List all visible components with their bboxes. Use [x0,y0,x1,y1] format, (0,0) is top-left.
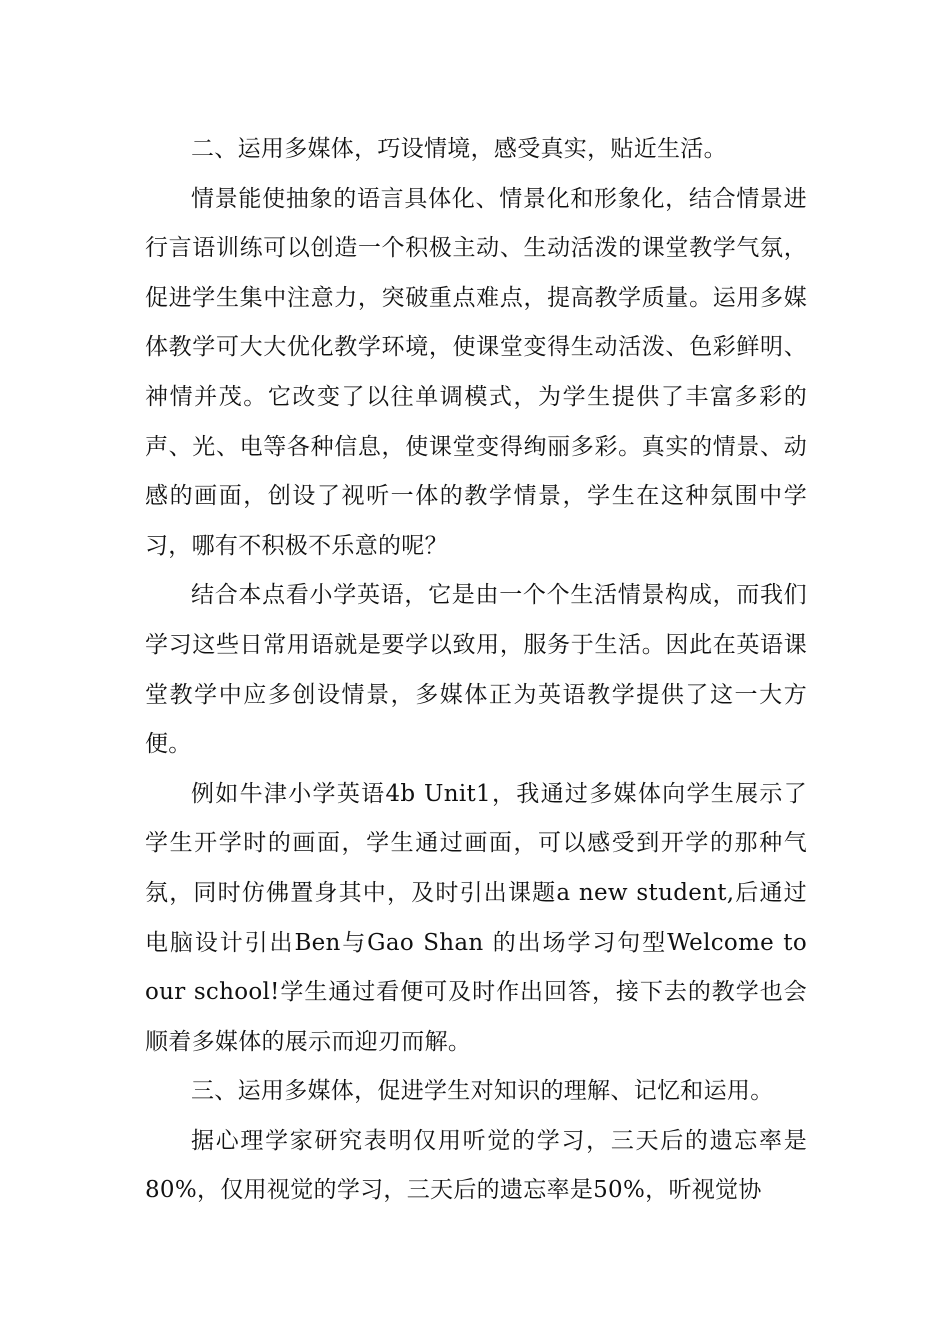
paragraph-english-situations: 结合本点看小学英语，它是由一个个生活情景构成，而我们学习这些日常用语就是要学以致用，服务于生活。因此在英语课堂教学中应多创设情景，多媒体正为英语教学提供了这一大方便。 [145,582,807,758]
section-heading-three: 三、运用多媒体，促进学生对知识的理解、记忆和运用。 [191,1078,774,1105]
section-heading-two: 二、运用多媒体，巧设情境，感受真实，贴近生活。 [191,136,727,162]
document-body [145,125,807,1216]
paragraph-forgetting-rate: 据心理学家研究表明仅用听觉的学习，三天后的遗忘率是80%，仅用视觉的学习，三天后的遗忘率是50%，听视觉协 [145,1127,807,1204]
paragraph-oxford-example: 例如牛津小学英语4b Unit1，我通过多媒体向学生展示了学生开学时的画面，学生通过画面，可以感受到开学的那种气氛，同时仿佛置身其中，及时引出课题a new student,后通过电脑设计引出Ben与Gao Shan 的出场学习句型Welcome to our school!学生通过看便可及时作出回答，接下去的教学也会顺着多媒体的展示而迎刃而解。 [145,780,807,1055]
paragraph-situation-benefits: 情景能使抽象的语言具体化、情景化和形象化，结合情景进行言语训练可以创造一个积极主动、生动活泼的课堂教学气氛，促进学生集中注意力，突破重点难点，提高教学质量。运用多媒体教学可大大优化教学环境，使课堂变得生动活泼、色彩鲜明、神情并茂。它改变了以往单调模式，为学生提供了丰富多彩的声、光、电等各种信息，使课堂变得绚丽多彩。真实的情景、动感的画面，创设了视听一体的教学情景，学生在这种氛围中学习，哪有不积极不乐意的呢？ [145,185,807,559]
